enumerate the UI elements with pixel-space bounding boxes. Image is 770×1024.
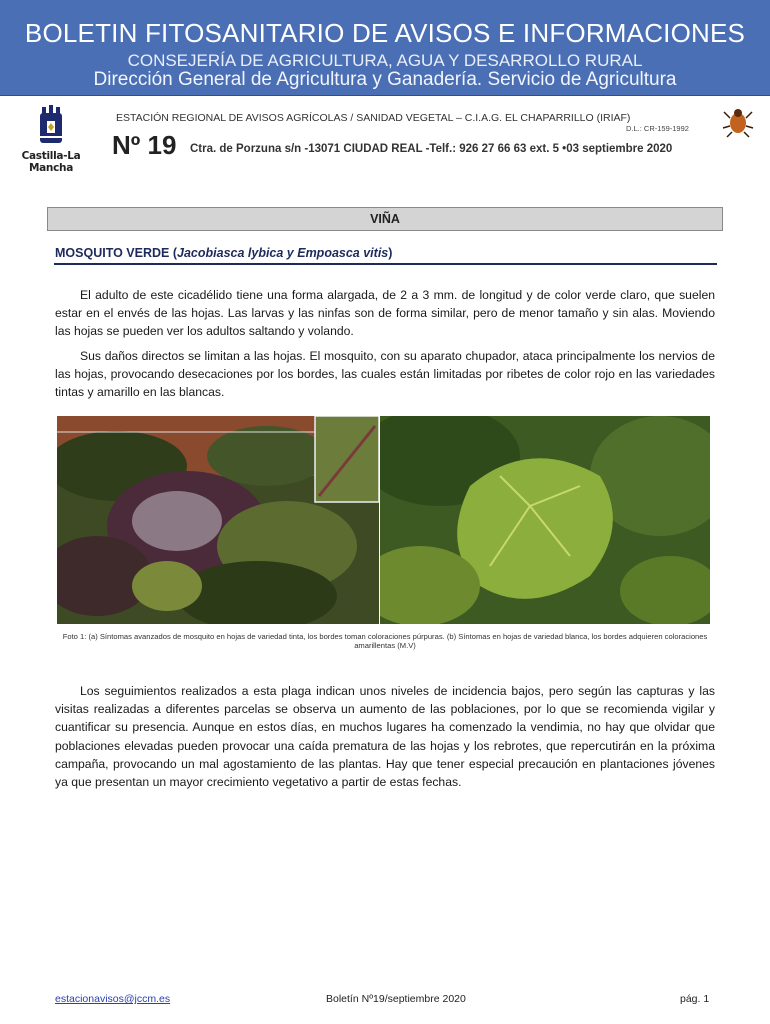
pest-title [55,246,392,260]
header-banner [0,0,770,96]
legal-deposit: D.L.: CR-159-1992 [626,124,689,133]
bulletin-number: Nº 19 [112,130,177,160]
insect-emblem-icon [722,106,754,138]
direccion-line: Dirección General de Agricultura y Ganadería. Servicio de Agricultura [93,69,677,90]
clm-logo [4,104,98,174]
station-line: ESTACIÓN REGIONAL DE AVISOS AGRÍCOLAS / SANIDAD VEGETAL – C.I.A.G. EL CHAPARRILLO (IRIAF) [116,112,631,124]
photo-red-variety [57,416,379,624]
paragraph-2: Sus daños directos se limitan a las hojas. El mosquito, con su aparato chupador, ataca principalmente los nervios de las hojas, provocando desecaciones por los bordes, las cuales están limitadas por ribetes de color rojo en las variedades tintas y amarillo en las blancas. [55,349,715,400]
pest-title-prefix: MOSQUITO VERDE ( [55,246,178,260]
paragraph-1: El adulto de este cicadélido tiene una forma alargada, de 2 a 3 mm. de longitud y de color verde claro, que suelen estar en el envés de las hojas. Las larvas y las ninfas son de forma similar, pero de menor tamaño y sin alas. Moviendo las hojas se pueden ver los adultos saltando y volando. [55,288,715,339]
castle-crest-icon [36,104,66,148]
heading-rule [54,263,717,265]
address-line: Ctra. de Porzuna s/n -13071 CIUDAD REAL -Telf.: 926 27 66 63 ext. 5 •03 septiembre 2020 [190,143,673,155]
email-link[interactable]: estacionavisos@jccm.es [55,993,171,1005]
photo-caption: Foto 1: (a) Síntomas avanzados de mosquito en hojas de variedad tinta, los bordes toman coloraciones púrpuras. (b) Síntomas en hojas de variedad blanca, los bordes adquieren coloraciones amarillentas (M.V) [62,632,708,650]
logo-text: Castilla-La Mancha [21,150,81,174]
bulletin-title: BOLETIN FITOSANITARIO DE AVISOS E INFORMACIONES [24,18,746,48]
photo-white-variety [380,416,710,624]
page-number: pág. 1 [680,993,710,1005]
paragraph-3: Los seguimientos realizados a esta plaga indican unos niveles de incidencia bajos, pero según las capturas y las visitas realizadas a diferentes parcelas se observa un aumento de las poblaciones, por lo que se recomienda vigilar y cuantificar su presencia. Aunque en estos días, en muchos lugares ha comenzado la vendimia, no hay que olvidar que poblaciones elevadas pueden provocar una caída prematura de las hojas y los rebrotes, que repercutirán en la próxima campaña, provocando un mal agostamiento de las plantas. Hay que tener especial precaución en plantaciones jóvenes ya que presentan un mayor crecimiento vegetativo a partir de estas fechas. [55,684,715,790]
pest-species: Jacobiasca lybica y Empoasca vitis [177,246,389,260]
consejeria-line: CONSEJERÍA DE AGRICULTURA, AGUA Y DESARROLLO RURAL [127,51,643,70]
footer-bulletin: Boletín Nº19/septiembre 2020 [326,993,466,1005]
pest-title-suffix: ) [388,246,393,260]
section-heading: VIÑA [47,207,723,231]
